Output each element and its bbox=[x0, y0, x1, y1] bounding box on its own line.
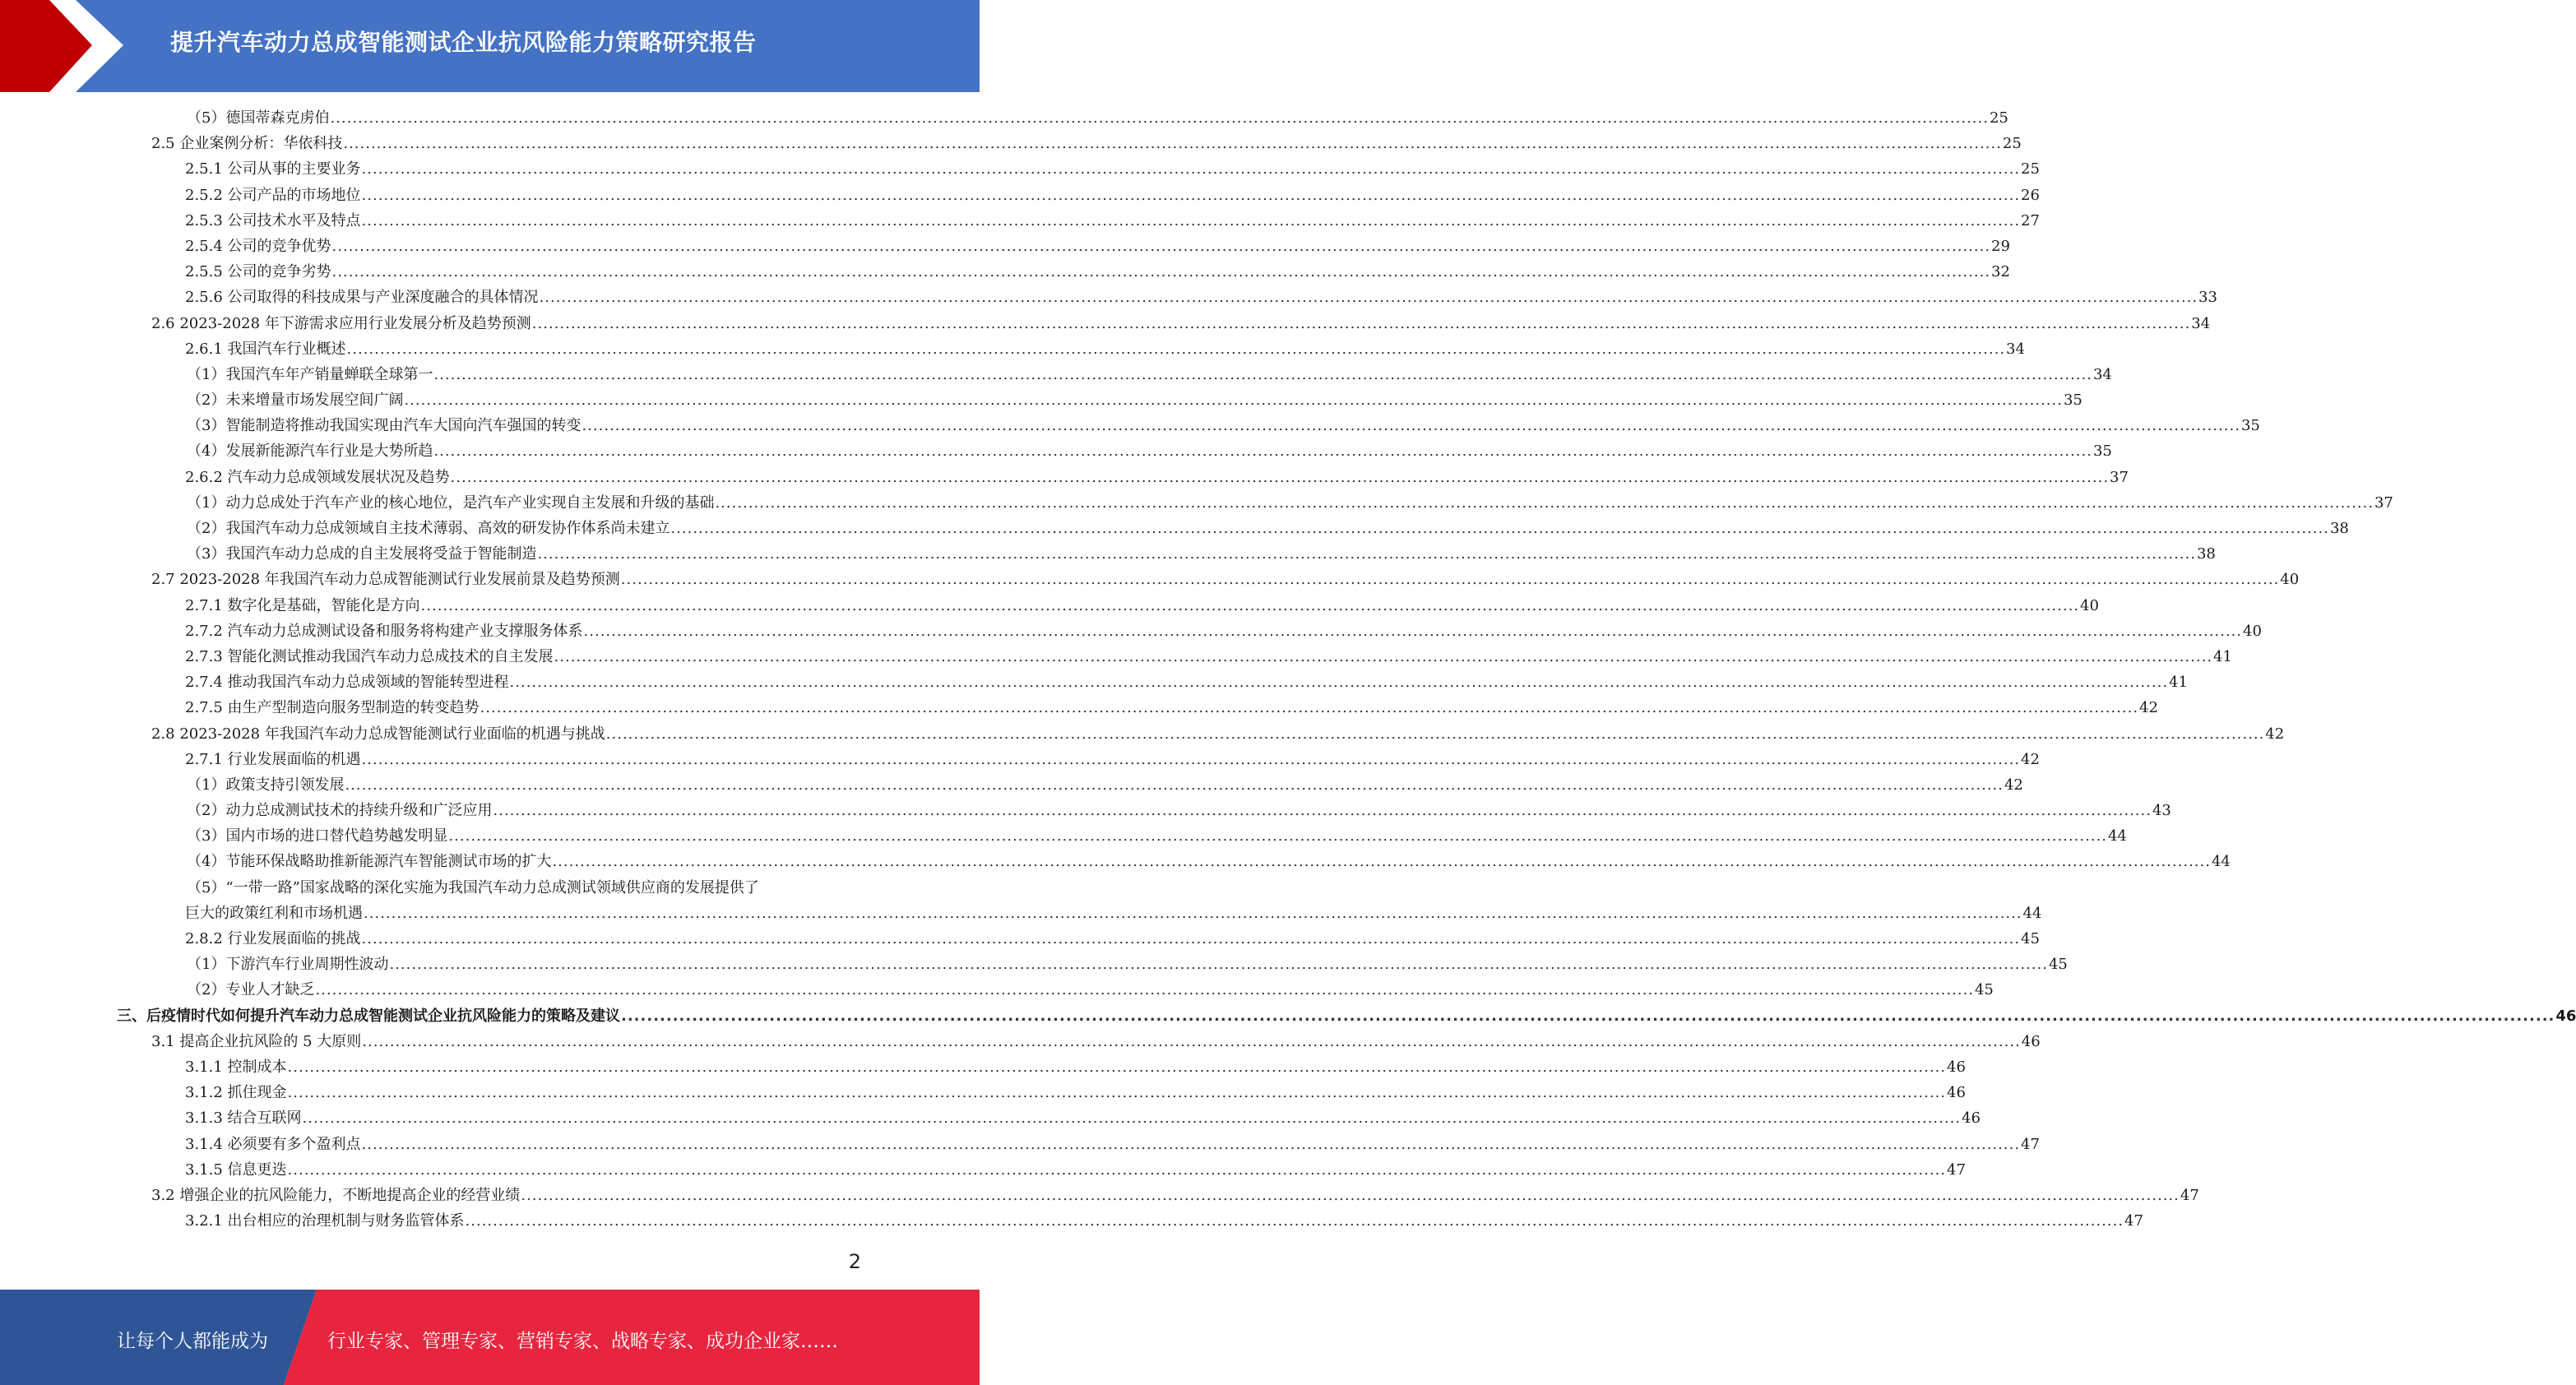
toc-entry[interactable] bbox=[0, 183, 2040, 208]
toc-entry-text: 3.1.4 必须要有多个盈利点 bbox=[185, 1135, 361, 1153]
toc-entry[interactable] bbox=[0, 234, 2010, 259]
toc-leader-dots: ............................................................................................................................................................................................................................................................................................................ bbox=[361, 160, 2021, 178]
toc-entry-page: 41 bbox=[2169, 674, 2188, 692]
toc-leader-dots: ............................................................................................................................................................................................................................................................................................................ bbox=[493, 802, 2152, 820]
toc-entry-page: 40 bbox=[2080, 596, 2099, 614]
toc-leader-dots: ............................................................................................................................................................................................................................................................................................................ bbox=[389, 956, 2048, 974]
toc-entry[interactable] bbox=[0, 1105, 1981, 1131]
toc-entry-page: 40 bbox=[2280, 571, 2300, 589]
toc-entry-page: 37 bbox=[2374, 493, 2393, 512]
toc-entry-text: 2.7 2023-2028 年我国汽车动力总成智能测试行业发展前景及趋势预测 bbox=[151, 571, 620, 589]
toc-entry-text: （4）节能环保战略助推新能源汽车智能测试市场的扩大 bbox=[187, 853, 552, 871]
toc-leader-dots: ............................................................................................................................................................................................................................................................................................................ bbox=[287, 1160, 1947, 1179]
toc-leader-dots: ............................................................................................................................................................................................................................................................................................................ bbox=[620, 571, 2280, 589]
toc-entry-page: 34 bbox=[2092, 365, 2112, 383]
toc-entry[interactable] bbox=[0, 208, 2040, 234]
toc-leader-dots: ............................................................................................................................................................................................................................................................................................................ bbox=[331, 263, 1991, 281]
toc-entry-text: 2.5.2 公司产品的市场地位 bbox=[185, 186, 361, 204]
toc-entry-text: （1）动力总成处于汽车产业的核心地位，是汽车产业实现自主发展和升级的基础 bbox=[187, 493, 715, 512]
toc-entry[interactable] bbox=[0, 285, 2217, 310]
toc-entry[interactable] bbox=[0, 156, 2040, 182]
toc-entry-page: 35 bbox=[2063, 391, 2083, 410]
toc-entry-text: 2.8 2023-2028 年我国汽车动力总成智能测试行业面临的机遇与挑战 bbox=[151, 725, 605, 743]
toc-leader-dots: ............................................................................................................................................................................................................................................................................................................ bbox=[539, 289, 2198, 307]
toc-entry-text: （1）我国汽车年产销量蝉联全球第一 bbox=[187, 365, 433, 383]
toc-entry[interactable] bbox=[0, 772, 2023, 798]
toc-entry-page: 45 bbox=[1974, 981, 1994, 999]
toc-entry-page: 38 bbox=[2329, 520, 2349, 537]
toc-entry-text: （2）动力总成测试技术的持续升级和广泛应用 bbox=[187, 802, 493, 820]
toc-leader-dots: ............................................................................................................................................................................................................................................................................................................ bbox=[521, 1186, 2180, 1204]
toc-entry-text: 2.5.1 公司从事的主要业务 bbox=[185, 160, 361, 178]
toc-entry-page: 25 bbox=[2002, 135, 2022, 153]
toc-entry-text: （1）政策支持引领发展 bbox=[187, 776, 345, 794]
toc-leader-dots: ............................................................................................................................................................................................................................................................................................................ bbox=[361, 1135, 2021, 1153]
toc-entry-page: 46 bbox=[1947, 1058, 1966, 1076]
toc-leader-dots: ............................................................................................................................................................................................................................................................................................................ bbox=[330, 109, 1989, 127]
toc-leader-dots: ............................................................................................................................................................................................................................................................................................................ bbox=[302, 1109, 1962, 1128]
toc-entry-text: （2）专业人才缺乏 bbox=[187, 981, 315, 999]
toc-entry[interactable] bbox=[0, 336, 2025, 362]
toc-leader-dots: ............................................................................................................................................................................................................................................................................................................ bbox=[583, 622, 2243, 640]
toc-entry-page: 38 bbox=[2196, 545, 2216, 563]
toc-leader-dots: ............................................................................................................................................................................................................................................................................................................ bbox=[448, 827, 2107, 845]
toc-leader-dots: ............................................................................................................................................................................................................................................................................................................ bbox=[361, 930, 2021, 947]
toc-entry[interactable] bbox=[0, 1183, 2199, 1208]
footer-slogan-right: 行业专家、管理专家、营销专家、战略专家、成功企业家…… bbox=[327, 1331, 838, 1352]
toc-leader-dots: ............................................................................................................................................................................................................................................................................................................ bbox=[331, 237, 1991, 255]
toc-leader-dots: ............................................................................................................................................................................................................................................................................................................ bbox=[509, 674, 2169, 692]
toc-entry[interactable] bbox=[0, 952, 2068, 977]
toc-entry[interactable] bbox=[0, 413, 2260, 438]
toc-entry[interactable] bbox=[0, 669, 2188, 695]
toc-entry[interactable] bbox=[0, 387, 2083, 413]
toc-entry[interactable] bbox=[0, 644, 2232, 669]
toc-entry-page: 42 bbox=[2265, 725, 2285, 743]
toc-leader-dots: ............................................................................................................................................................................................................................................................................................................ bbox=[605, 725, 2265, 743]
toc-entry-text: 3.1.1 控制成本 bbox=[185, 1058, 287, 1076]
toc-entry-text: 3.1 提高企业抗风险的 5 大原则 bbox=[151, 1032, 362, 1050]
toc-entry-text: 3.1.3 结合互联网 bbox=[185, 1109, 302, 1128]
toc-entry[interactable] bbox=[0, 926, 2040, 952]
toc-entry-text: （1）下游汽车行业周期性波动 bbox=[187, 956, 389, 974]
toc-entry-page: 25 bbox=[2021, 160, 2040, 178]
toc-entry[interactable] bbox=[0, 131, 2022, 156]
toc-entry-page: 35 bbox=[2240, 417, 2260, 435]
toc-entry[interactable] bbox=[0, 747, 2040, 772]
toc-leader-dots: ............................................................................................................................................................................................................................................................................................................ bbox=[465, 1212, 2124, 1230]
toc-entry-page: 34 bbox=[2006, 340, 2025, 358]
toc-entry-text: （3）智能制造将推动我国实现由汽车大国向汽车强国的转变 bbox=[187, 417, 581, 435]
toc-entry-text: （3）我国汽车动力总成的自主发展将受益于智能制造 bbox=[187, 545, 537, 563]
toc-entry-text: 2.6.2 汽车动力总成领域发展状况及趋势 bbox=[185, 468, 450, 486]
toc-entry-page: 44 bbox=[2107, 827, 2127, 845]
toc-entry-text: 3.1.5 信息更迭 bbox=[185, 1160, 287, 1179]
toc-entry-text: （5）“一带一路”国家战略的深化实施为我国汽车动力总成测试领域供应商的发展提供了 bbox=[187, 878, 759, 896]
toc-entry-page: 46 bbox=[1962, 1109, 1981, 1128]
toc-entry[interactable] bbox=[0, 593, 2099, 618]
toc-entry[interactable] bbox=[0, 618, 2262, 644]
toc-entry-page: 34 bbox=[2191, 314, 2211, 332]
toc-entry-text: 2.5.3 公司技术水平及特点 bbox=[185, 211, 361, 229]
toc-leader-dots: ............................................................................................................................................................................................................................................................................................................ bbox=[362, 1032, 2021, 1050]
toc-leader-dots: ............................................................................................................................................................................................................................................................................................................ bbox=[715, 493, 2374, 512]
toc-leader-dots: ............................................................................................................................................................................................................................................................................................................ bbox=[433, 442, 2092, 461]
toc-entry-page: 29 bbox=[1991, 237, 2010, 255]
toc-entry-page: 47 bbox=[2021, 1135, 2040, 1153]
toc-entry-text: 2.7.5 由生产型制造向服务型制造的转变趋势 bbox=[185, 699, 480, 717]
toc-leader-dots: ............................................................................................................................................................................................................................................................................................................ bbox=[480, 699, 2139, 717]
toc-entry[interactable] bbox=[0, 1080, 1966, 1105]
toc-entry[interactable] bbox=[0, 465, 2129, 490]
toc-entry[interactable] bbox=[0, 1003, 2576, 1029]
toc-leader-dots: ............................................................................................................................................................................................................................................................................................................ bbox=[343, 135, 2002, 153]
toc-entry-page: 47 bbox=[2180, 1186, 2199, 1204]
toc-entry-page: 37 bbox=[2110, 468, 2129, 486]
toc-entry-page: 45 bbox=[2021, 930, 2040, 947]
toc-entry-page: 42 bbox=[2021, 750, 2040, 768]
toc-entry-page: 44 bbox=[2211, 853, 2231, 871]
toc-entry-page: 42 bbox=[2139, 699, 2158, 717]
table-of-contents bbox=[0, 105, 2576, 1234]
toc-entry[interactable] bbox=[0, 567, 2300, 592]
toc-entry[interactable] bbox=[0, 1157, 1966, 1183]
toc-entry-page: 47 bbox=[1947, 1160, 1966, 1179]
toc-entry-text: 3.2.1 出台相应的治理机制与财务监管体系 bbox=[185, 1212, 465, 1230]
toc-entry[interactable] bbox=[0, 490, 2393, 516]
toc-leader-dots: ............................................................................................................................................................................................................................................................................................................ bbox=[621, 1007, 2555, 1025]
toc-leader-dots: ............................................................................................................................................................................................................................................................................................................ bbox=[361, 211, 2021, 229]
toc-entry-page: 40 bbox=[2243, 622, 2262, 640]
toc-entry-text: （2）未来增量市场发展空间广阔 bbox=[187, 391, 404, 410]
toc-entry[interactable] bbox=[0, 849, 2231, 874]
toc-entry[interactable] bbox=[0, 875, 980, 901]
toc-leader-dots: ............................................................................................................................................................................................................................................................................................................ bbox=[537, 545, 2196, 563]
toc-entry-page: 27 bbox=[2021, 211, 2040, 229]
toc-entry-page: 41 bbox=[2213, 647, 2232, 665]
toc-entry[interactable] bbox=[0, 901, 2042, 926]
toc-entry[interactable] bbox=[0, 438, 2112, 464]
toc-entry-text: （4）发展新能源汽车行业是大势所趋 bbox=[187, 442, 433, 461]
toc-entry-text: （3）国内市场的进口替代趋势越发明显 bbox=[187, 827, 448, 845]
toc-leader-dots: ............................................................................................................................................................................................................................................................................................................ bbox=[420, 596, 2080, 614]
toc-entry-text: 2.7.1 数字化是基础，智能化是方向 bbox=[185, 596, 420, 614]
toc-entry-page: 46 bbox=[2555, 1007, 2576, 1025]
toc-entry[interactable] bbox=[0, 311, 2211, 336]
toc-entry-page: 45 bbox=[2048, 956, 2068, 974]
toc-leader-dots: ............................................................................................................................................................................................................................................................................................................ bbox=[287, 1084, 1947, 1102]
toc-entry-page: 42 bbox=[2004, 776, 2023, 794]
toc-entry-text: 2.7.4 推动我国汽车动力总成领域的智能转型进程 bbox=[185, 674, 509, 692]
toc-entry-text: 2.5.5 公司的竞争劣势 bbox=[185, 263, 331, 281]
toc-leader-dots: ............................................................................................................................................................................................................................................................................................................ bbox=[554, 647, 2213, 665]
toc-leader-dots: ............................................................................................................................................................................................................................................................................................................ bbox=[581, 417, 2240, 435]
toc-leader-dots: ............................................................................................................................................................................................................................................................................................................ bbox=[404, 391, 2063, 410]
toc-entry[interactable] bbox=[0, 977, 1994, 1003]
toc-entry-text: 2.7.3 智能化测试推动我国汽车动力总成技术的自主发展 bbox=[185, 647, 554, 665]
toc-entry-page: 33 bbox=[2198, 289, 2217, 307]
toc-entry[interactable] bbox=[0, 362, 2112, 387]
footer-slogan-left: 让每个人都能成为 bbox=[117, 1331, 268, 1352]
report-title: 提升汽车动力总成智能测试企业抗风险能力策略研究报告 bbox=[170, 29, 757, 56]
toc-entry-text: 2.7.2 汽车动力总成测试设备和服务将构建产业支撑服务体系 bbox=[185, 622, 583, 640]
toc-entry[interactable] bbox=[0, 1029, 2041, 1054]
toc-entry[interactable] bbox=[0, 1208, 2143, 1234]
toc-entry[interactable] bbox=[0, 541, 2216, 567]
toc-leader-dots: ............................................................................................................................................................................................................................................................................................................ bbox=[450, 468, 2110, 486]
toc-entry[interactable] bbox=[0, 516, 2349, 541]
toc-entry[interactable] bbox=[0, 721, 2285, 747]
toc-entry-text: 2.6 2023-2028 年下游需求应用行业发展分析及趋势预测 bbox=[151, 314, 531, 332]
toc-entry-text: 2.6.1 我国汽车行业概述 bbox=[185, 340, 346, 358]
toc-entry-page: 46 bbox=[1947, 1084, 1966, 1102]
toc-entry-page: 47 bbox=[2124, 1212, 2143, 1230]
toc-leader-dots: ............................................................................................................................................................................................................................................................................................................ bbox=[287, 1058, 1947, 1076]
toc-leader-dots: ............................................................................................................................................................................................................................................................................................................ bbox=[531, 314, 2191, 332]
toc-entry-text: 2.5.6 公司取得的科技成果与产业深度融合的具体情况 bbox=[185, 289, 539, 307]
toc-entry-text: 三、后疫情时代如何提升汽车动力总成智能测试企业抗风险能力的策略及建议 bbox=[117, 1007, 620, 1025]
toc-leader-dots: ............................................................................................................................................................................................................................................................................................................ bbox=[361, 750, 2021, 768]
toc-entry-text: 3.1.2 抓住现金 bbox=[185, 1084, 287, 1102]
toc-entry[interactable] bbox=[0, 695, 2158, 720]
toc-leader-dots: ............................................................................................................................................................................................................................................................................................................ bbox=[346, 340, 2006, 358]
toc-entry-text: 2.7.1 行业发展面临的机遇 bbox=[185, 750, 361, 768]
toc-entry-page: 35 bbox=[2092, 442, 2112, 461]
toc-entry-page: 26 bbox=[2021, 186, 2040, 204]
toc-entry-text: 巨大的政策红利和市场机遇 bbox=[185, 904, 363, 922]
toc-entry-text: 2.8.2 行业发展面临的挑战 bbox=[185, 930, 361, 947]
toc-leader-dots: ............................................................................................................................................................................................................................................................................................................ bbox=[552, 853, 2211, 871]
toc-leader-dots: ............................................................................................................................................................................................................................................................................................................ bbox=[345, 776, 2004, 794]
toc-leader-dots: ............................................................................................................................................................................................................................................................................................................ bbox=[315, 981, 1974, 999]
toc-leader-dots: ............................................................................................................................................................................................................................................................................................................ bbox=[364, 904, 2022, 922]
toc-leader-dots: ............................................................................................................................................................................................................................................................................................................ bbox=[433, 365, 2092, 383]
toc-entry-page: 43 bbox=[2152, 802, 2171, 820]
toc-entry-text: 3.2 增强企业的抗风险能力，不断地提高企业的经营业绩 bbox=[151, 1186, 521, 1204]
toc-entry-text: 2.5.4 公司的竞争优势 bbox=[185, 237, 331, 255]
toc-leader-dots: ............................................................................................................................................................................................................................................................................................................ bbox=[361, 186, 2021, 204]
toc-entry-page: 46 bbox=[2021, 1032, 2041, 1050]
toc-entry[interactable] bbox=[0, 798, 2171, 823]
toc-entry-page: 44 bbox=[2022, 904, 2042, 922]
toc-entry[interactable] bbox=[0, 823, 2127, 849]
toc-entry-text: （5）德国蒂森克虏伯 bbox=[187, 109, 330, 127]
toc-entry[interactable] bbox=[0, 105, 2008, 131]
toc-leader-dots: ............................................................................................................................................................................................................................................................................................................ bbox=[670, 520, 2329, 537]
toc-entry[interactable] bbox=[0, 259, 2010, 285]
toc-entry-text: （2）我国汽车动力总成领域自主技术薄弱、高效的研发协作体系尚未建立 bbox=[187, 520, 670, 537]
toc-entry[interactable] bbox=[0, 1132, 2040, 1157]
toc-entry-page: 32 bbox=[1991, 263, 2010, 281]
page-footer bbox=[0, 1290, 980, 1385]
toc-entry-text: 2.5 企业案例分析：华依科技 bbox=[151, 135, 343, 153]
toc-entry[interactable] bbox=[0, 1054, 1966, 1080]
page-number: 2 bbox=[848, 1250, 861, 1273]
page-header bbox=[0, 0, 980, 92]
toc-entry-page: 25 bbox=[1989, 109, 2008, 127]
